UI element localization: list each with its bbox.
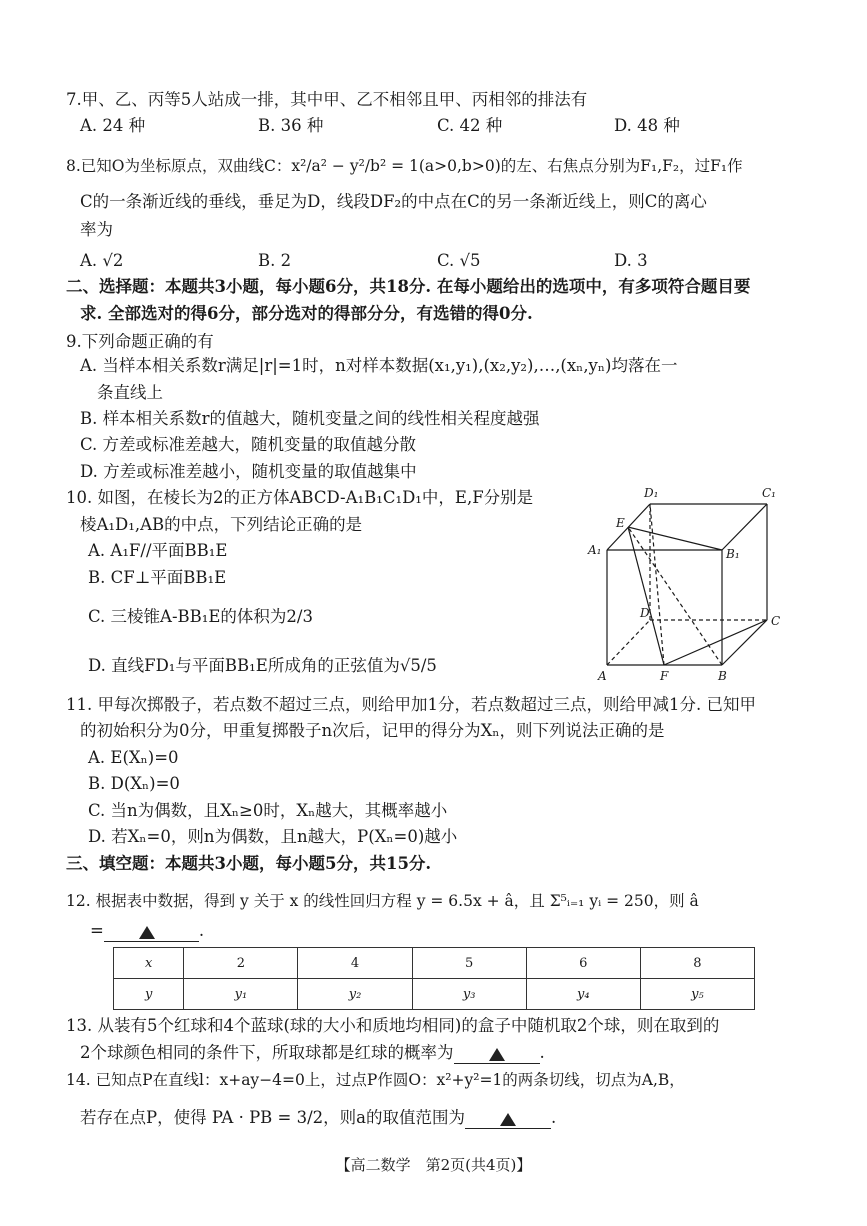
cube-label-b1: B₁: [726, 547, 740, 561]
q11-line2: 的初始积分为0分，甲重复掷骰子n次后，记甲的得分为Xₙ，则下列说法正确的是: [80, 721, 665, 740]
q8-line2: C的一条渐近线的垂线，垂足为D，线段DF₂的中点在C的另一条渐近线上，则C的离心: [80, 192, 707, 211]
cube-label-c: C: [771, 614, 781, 628]
triangle-icon: [489, 1048, 505, 1061]
table-cell: 2: [184, 948, 298, 979]
q8-line3: 率为: [80, 220, 113, 239]
q12-line1: 12. 根据表中数据，得到 y 关于 x 的线性回归方程 y = 6.5x + â，且 Σ⁵ᵢ₌₁ yᵢ = 250，则 â: [66, 892, 699, 910]
section3-heading: 三、填空题：本题共3小题，每小题5分，共15分.: [66, 854, 432, 873]
q9-option-b: B. 样本相关系数r的值越大，随机变量之间的线性相关程度越强: [80, 409, 540, 428]
q8-option-c: C. √5: [437, 251, 481, 270]
q14-period: .: [551, 1108, 557, 1127]
q9-option-c: C. 方差或标准差越大，随机变量的取值越分散: [80, 435, 417, 454]
q10-line2: 棱A₁D₁,AB的中点，下列结论正确的是: [80, 515, 363, 534]
q11-line1: 11. 甲每次掷骰子，若点数不超过三点，则给甲加1分，若点数超过三点，则给甲减1分. 已知甲: [66, 695, 756, 714]
cube-label-e: E: [616, 516, 625, 530]
cube-label-b: B: [718, 669, 727, 683]
table-cell: 6: [526, 948, 640, 979]
table-cell: y₄: [526, 979, 640, 1010]
q8-option-a: A. √2: [80, 251, 124, 270]
q10-option-a: A. A₁F//平面BB₁E: [88, 541, 228, 560]
q14-line2: [80, 1107, 556, 1129]
q7-option-c: C. 42 种: [437, 116, 503, 135]
section2-heading-line2: 求. 全部选对的得6分，部分选对的得部分分，有选错的得0分.: [80, 304, 533, 323]
cube-label-d: D: [640, 606, 650, 620]
table-cell: 8: [640, 948, 754, 979]
q13-answer-blank[interactable]: [454, 1045, 540, 1064]
q14-line2-text: 若存在点P，使得 PA · PB = 3/2，则a的取值范围为: [80, 1108, 466, 1127]
q11-option-a: A. E(Xₙ)=0: [88, 748, 179, 767]
q7-stem: 7.甲、乙、丙等5人站成一排，其中甲、乙不相邻且甲、丙相邻的排法有: [66, 90, 588, 109]
q12-answer-line: [90, 920, 204, 942]
table-cell: y₁: [184, 979, 298, 1010]
q9-stem: 9.下列命题正确的有: [66, 332, 214, 351]
q13-line2-text: 2个球颜色相同的条件下，所取球都是红球的概率为: [80, 1043, 454, 1062]
table-cell: y: [114, 979, 184, 1010]
triangle-icon: [139, 926, 155, 939]
q12-equals: =: [90, 921, 104, 940]
table-cell: x: [114, 948, 184, 979]
q13-line1: 13. 从装有5个红球和4个蓝球(球的大小和质地均相同)的盒子中随机取2个球，则在取到的: [66, 1016, 720, 1035]
q8-line1: 8.已知O为坐标原点，双曲线C：x²/a² − y²/b² = 1(a>0,b>0)的左、右焦点分别为F₁,F₂，过F₁作: [66, 157, 743, 175]
q11-option-d: D. 若Xₙ=0，则n为偶数，且n越大，P(Xₙ=0)越小: [88, 827, 458, 846]
q12-answer-blank[interactable]: [104, 923, 199, 942]
q9-option-a-line1: A. 当样本相关系数r满足|r|=1时，n对样本数据(x₁,y₁),(x₂,y₂),…,(xₙ,yₙ)均落在一: [80, 356, 678, 375]
q9-option-d: D. 方差或标准差越小，随机变量的取值越集中: [80, 462, 417, 481]
q7-option-d: D. 48 种: [614, 116, 680, 135]
table-cell: y₂: [298, 979, 412, 1010]
q11-option-c: C. 当n为偶数，且Xₙ≥0时，Xₙ越大，其概率越小: [88, 801, 448, 820]
cube-label-d1: D₁: [644, 486, 659, 500]
q10-line1: 10. 如图，在棱长为2的正方体ABCD-A₁B₁C₁D₁中，E,F分别是: [66, 488, 534, 507]
cube-figure: [582, 482, 787, 687]
cube-label-f: F: [660, 669, 669, 683]
triangle-icon: [500, 1113, 516, 1126]
table-cell: y₃: [412, 979, 526, 1010]
q13-period: .: [539, 1043, 545, 1062]
q14-line1: 14. 已知点P在直线l：x+ay−4=0上，过点P作圆O：x²+y²=1的两条切线，切点为A,B，: [66, 1071, 685, 1089]
table-row: [114, 979, 755, 1010]
q8-option-d: D. 3: [614, 251, 648, 270]
page-footer: 【高二数学 第2页(共4页)】: [335, 1156, 532, 1174]
q9-option-a-line2: 条直线上: [97, 383, 163, 402]
q14-answer-blank[interactable]: [465, 1110, 551, 1129]
q13-line2: [80, 1042, 545, 1064]
q12-period: .: [198, 921, 205, 940]
table-cell: y₅: [640, 979, 754, 1010]
cube-label-a1: A₁: [588, 543, 602, 557]
table-cell: 5: [412, 948, 526, 979]
q10-option-d: D. 直线FD₁与平面BB₁E所成角的正弦值为√5/5: [88, 656, 437, 675]
cube-label-c1: C₁: [762, 486, 776, 500]
q11-option-b: B. D(Xₙ)=0: [88, 774, 180, 793]
cube-label-a: A: [598, 669, 607, 683]
q10-option-c: C. 三棱锥A-BB₁E的体积为2/3: [88, 607, 313, 626]
table-row: [114, 948, 755, 979]
q8-option-b: B. 2: [258, 251, 292, 270]
table-cell: 4: [298, 948, 412, 979]
q12-data-table: [113, 947, 755, 1010]
section2-heading-line1: 二、选择题：本题共3小题，每小题6分，共18分. 在每小题给出的选项中，有多项符合题目要: [66, 277, 751, 296]
q7-option-b: B. 36 种: [258, 116, 324, 135]
q10-option-b: B. CF⊥平面BB₁E: [88, 568, 227, 587]
q7-option-a: A. 24 种: [80, 116, 146, 135]
